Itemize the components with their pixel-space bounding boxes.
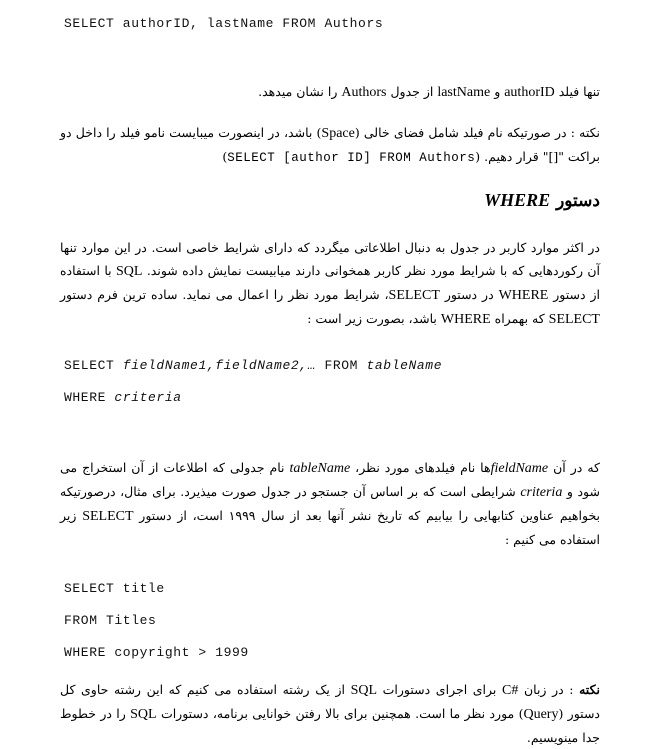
p2-text-2: ) باشد، در اینصورت میبایست نامو فیلد را داخل دو براکت "[]" قرار دهیم. ( bbox=[60, 125, 600, 164]
code2-kw-from: FROM bbox=[324, 358, 359, 373]
code-line-from-titles: FROM Titles bbox=[64, 613, 157, 628]
p3-text-5: که بهمراه bbox=[494, 311, 545, 326]
p2-text-1: نکته : در صورتیکه نام فیلد شامل فضای خالی ( bbox=[354, 125, 600, 140]
p1-text-4: را نشان میدهد. bbox=[258, 84, 338, 99]
p1-field-1: authorID bbox=[504, 85, 555, 100]
p3-text-3: در دستور bbox=[444, 287, 494, 302]
p4-text-3: نام جدولی که اطلاعات از آن استخراج می شود و bbox=[60, 460, 600, 499]
p5-text-2: برای اجرای دستورات bbox=[382, 682, 497, 697]
p3-field-4: SELECT bbox=[548, 312, 600, 327]
code-line-where-template bbox=[64, 390, 182, 405]
p5-field-4: SQL bbox=[130, 707, 157, 722]
paragraph-space-note bbox=[60, 121, 600, 170]
p4-text-5: زیر استفاده می کنیم : bbox=[60, 508, 600, 547]
paragraph-where-explanation bbox=[60, 456, 600, 551]
p4-field-1: fieldName bbox=[490, 461, 549, 476]
p1-field-3: Authors bbox=[341, 85, 387, 100]
paragraph-where-intro bbox=[60, 236, 600, 331]
p3-text-2: با استفاده از دستور bbox=[60, 263, 600, 302]
paragraph-csharp-note bbox=[60, 678, 600, 749]
p4-text-4: شرایطی است که بر اساس آن جستجو در جدول صورت میذیرد. برای مثال، درصورتیکه بخواهیم عناوین کتابهایی را بیابیم که تاریخ نشر آنها بعد از سال ۱۹۹۹ است، از دستور bbox=[60, 484, 600, 523]
p3-field-3: SELECT bbox=[388, 288, 440, 303]
heading-keyword: WHERE bbox=[484, 190, 551, 210]
p4-field-2: tableName bbox=[289, 461, 351, 476]
p2-field-1: Space bbox=[321, 126, 355, 141]
p3-field-5: WHERE bbox=[440, 312, 491, 327]
p3-text-4: ، شرایط مورد نظر را اعمال می نماید. ساده ترین فرم دستور bbox=[60, 287, 389, 302]
p1-text-1: تنها فیلد bbox=[558, 84, 600, 99]
code-line-select-title: SELECT title bbox=[64, 581, 165, 596]
p5-text-4: ) مورد نظر ما است. همچنین برای بالا رفتن خوانایی برنامه، دستورات bbox=[160, 706, 524, 721]
p5-field-3: Query bbox=[523, 707, 559, 722]
p1-text-3: از جدول bbox=[390, 84, 434, 99]
code-line-where-copyright: WHERE copyright > 1999 bbox=[64, 645, 249, 660]
heading-label: دستور bbox=[556, 191, 600, 211]
p4-field-4: SELECT bbox=[82, 509, 134, 524]
p3-text-6: باشد، بصورت زیر است : bbox=[307, 311, 437, 326]
p5-field-2: SQL bbox=[350, 683, 378, 698]
paragraph-authors-result bbox=[60, 80, 600, 104]
code-line-select-authors: SELECT authorID, lastName FROM Authors bbox=[64, 16, 384, 31]
p5-text-3: از یک رشته استفاده می کنیم که این رشته حاوی کل دستور ( bbox=[60, 682, 600, 721]
p3-field-1: SQL bbox=[116, 264, 143, 279]
p5-text-1: : در زبان bbox=[523, 682, 574, 697]
p4-text-2: ها نام فیلدهای مورد نظر، bbox=[355, 460, 491, 475]
code2-criteria: criteria bbox=[114, 390, 182, 405]
p1-field-2: lastName bbox=[437, 85, 491, 100]
code2-fields: fieldName1,fieldName2,… bbox=[122, 358, 317, 373]
code-line-select-template bbox=[64, 358, 442, 373]
p3-text-1: در اکثر موارد کاربر در جدول به دنبال اطلاعاتی میگردد که دارای شرایط خاصی است. در این موارد تنها آن رکوردهایی که با شرایط مورد نظر کاربر همخوانی دارند میابیست نمایش داده شوند. bbox=[60, 240, 601, 278]
p5-field-1: C# bbox=[502, 683, 519, 698]
code2-kw-where: WHERE bbox=[64, 390, 107, 405]
p4-text-1: که در آن bbox=[553, 460, 600, 475]
code2-kw-select: SELECT bbox=[64, 358, 115, 373]
p2-text-3: ) bbox=[222, 149, 228, 164]
p4-field-3: criteria bbox=[520, 485, 563, 500]
p1-text-2: و bbox=[494, 84, 501, 99]
p3-field-2: WHERE bbox=[498, 288, 549, 303]
code2-table: tableName bbox=[366, 358, 443, 373]
section-heading-where bbox=[484, 190, 600, 211]
p2-code: SELECT [author ID] FROM Authors bbox=[227, 151, 476, 165]
p5-text-5: را در خطوط جدا مینویسیم. bbox=[60, 706, 600, 745]
p5-bold-label: نکته bbox=[579, 682, 600, 697]
